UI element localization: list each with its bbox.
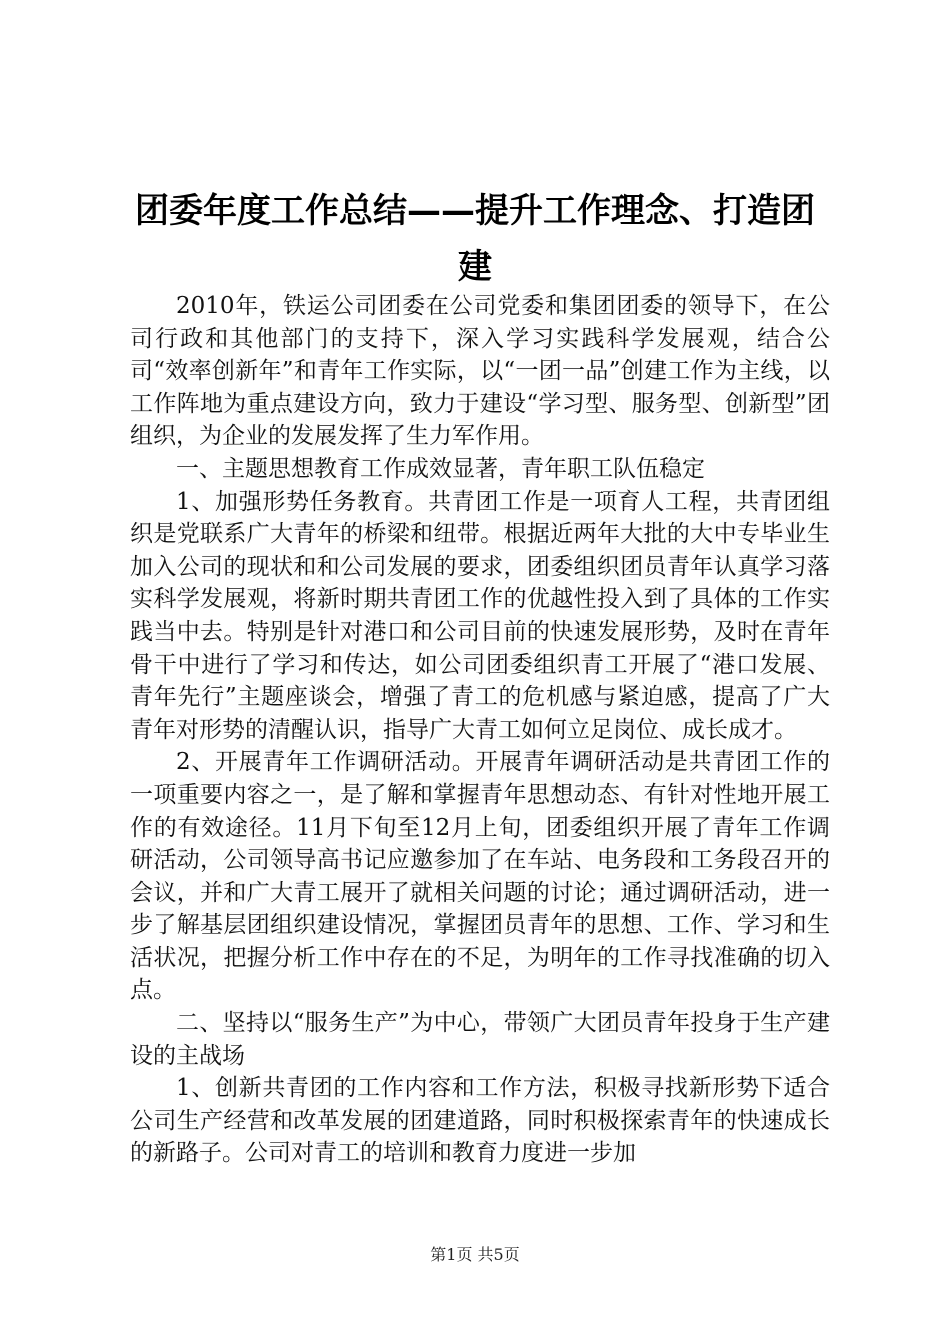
section-heading-1: 一、主题思想教育工作成效显著，青年职工队伍稳定 [176, 455, 705, 482]
page-footer: 第1页 共5页 [430, 1245, 520, 1264]
paragraph-1-1: 1、加强形势任务教育。共青团工作是一项育人工程，共青团组织是党联系广大青年的桥梁和纽带。根据近两年大批的大中专毕业生加入公司的现状和和公司发展的要求，团委组织团员青年认真学习落实科学发展观，将新时期共青团工作的优越性投入到了具体的工作实践当中去。特别是针对港口和公司目前的快速发展形势，及时在青年骨干中进行了学习和传达，如公司团委组织青工开展了“港口发展、青年先行”主题座谈会，增强了青工的危机感与紧迫感，提高了广大青年对形势的清醒认识，指导广大青工如何立足岗位、成长成才。 [130, 488, 830, 743]
paragraph-1-2: 2、开展青年工作调研活动。开展青年调研活动是共青团工作的一项重要内容之一，是了解和掌握青年思想动态、有针对性地开展工作的有效途径。11月下旬至12月上旬，团委组织开展了青年工作调研活动，公司领导高书记应邀参加了在车站、电务段和工务段召开的会议，并和广大青工展开了就相关问题的讨论；通过调研活动，进一步了解基层团组织建设情况，掌握团员青年的思想、工作、学习和生活状况，把握分析工作中存在的不足，为明年的工作寻找准确的切入点。 [130, 749, 830, 1004]
document-body [130, 290, 830, 1170]
section-heading-2: 二、坚持以“服务生产”为中心，带领广大团员青年投身于生产建设的主战场 [130, 1010, 830, 1069]
paragraph-intro: 2010年，铁运公司团委在公司党委和集团团委的领导下，在公司行政和其他部门的支持下，深入学习实践科学发展观，结合公司“效率创新年”和青年工作实际，以“一团一品”创建工作为主线，以工作阵地为重点建设方向，致力于建设“学习型、服务型、创新型”团组织，为企业的发展发挥了生力军作用。 [130, 293, 830, 450]
document-title: 团委年度工作总结——提升工作理念、打造团建 [135, 191, 815, 287]
paragraph-2-1: 1、创新共青团的工作内容和工作方法，积极寻找新形势下适合公司生产经营和改革发展的团建道路，同时积极探索青年的快速成长的新路子。公司对青工的培训和教育力度进一步加 [130, 1075, 830, 1167]
